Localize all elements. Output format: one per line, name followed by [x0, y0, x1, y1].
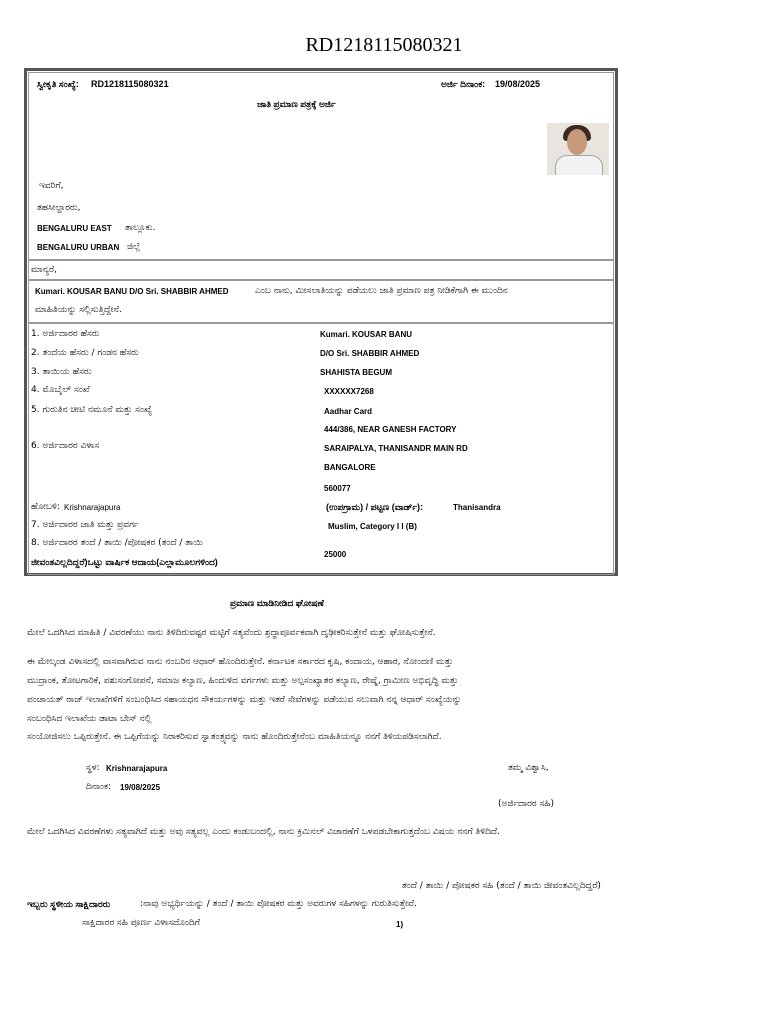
row-value-mobile: XXXXXX7268: [324, 387, 374, 396]
ward-label: (ಉಪಗ್ರಾಮ) / ಪಟ್ಟಣ (ವಾರ್ಡ್):: [326, 502, 424, 512]
witness-label: ಇಬ್ಬರು ಸ್ಥಳೀಯ ಸಾಕ್ಷಿದಾರರು: [27, 899, 111, 909]
witness-text: :ನಾವು ಅಭ್ಯರ್ಥಿಯನ್ನು / ತಂದೆ / ತಾಯಿ ಪೋಷಕರ ಮತ್ತು ಅವರುಗಳ ಸಹಿಗಳನ್ನು ಗುರುತಿಸುತ್ತೇವೆ.: [140, 899, 417, 909]
row-value-mother: SHAHISTA BEGUM: [320, 368, 392, 377]
taluk-name: BENGALURU EAST: [37, 224, 112, 233]
declaration-para-2-line-4: ಸಂಬಂಧಿಸಿದ ಇಲಾಖೆಯ ಡಾಟಾ ಬೇಸ್ ನಲ್ಲಿ: [27, 714, 152, 724]
declaration-para-2-line-2: ಮುದ್ರಾಂಕ, ತೋಟಗಾರಿಕೆ, ಪಶುಸಂಗೋಪನೆ, ಸಮಾಜ ಕಲ್ಯಾಣ, ಹಿಂದುಳಿದ ವರ್ಗಗಳು ಮತ್ತು ಅಲ್ಪಸಂಖ್ಯಾತರ ಕಲ್ಯಾಣ, ರೇಷ್ಮೆ, ಗ್ರಾಮೀಣ ಅಭಿವೃದ್ಧಿ ಮತ್ತು: [27, 676, 459, 686]
row-value-id: Aadhar Card: [324, 407, 373, 416]
row-value-caste: Muslim, Category I I (B): [328, 522, 417, 531]
ack-label: ಸ್ವೀಕೃತಿ ಸಂಖ್ಯೆ:: [37, 79, 79, 89]
intro-name: Kumari. KOUSAR BANU D/O Sri. SHABBIR AHMED: [35, 287, 229, 296]
application-form: [24, 68, 618, 576]
officer-line: ತಹಸೀಲ್ದಾರರು,: [37, 203, 81, 213]
intro-text-2: ಮಾಹಿತಿಯನ್ನು ಸಲ್ಲಿಸುತ್ತಿದ್ದೇನೆ.: [35, 305, 122, 315]
declaration-date-label: ದಿನಾಂಕ:: [86, 782, 112, 792]
address-line-4: 560077: [324, 484, 351, 493]
row-label-caste: 7. ಅರ್ಜಿದಾರರ ಜಾತಿ ಮತ್ತು ಪ್ರವರ್ಗ: [31, 520, 139, 530]
declaration-heading: ಪ್ರಮಾಣ ಮಾಡಿನೀಡಿದ ಘೋಷಣೆ: [230, 598, 324, 608]
intro-text-1: ಎಂಬ ನಾನು, ಮೀಸಲಾತಿಯನ್ನು ಪಡೆಯಲು ಜಾತಿ ಪ್ರಮಾಣ ಪತ್ರ ನೀಡಿಕೆಗಾಗಿ ಈ ಮುಂದಿನ: [255, 286, 508, 296]
ack-number: RD1218115080321: [91, 79, 169, 89]
date-value: 19/08/2025: [495, 79, 541, 89]
address-line-1: 444/386, NEAR GANESH FACTORY: [324, 425, 457, 434]
applicant-signature-label: (ಅರ್ಜಿದಾರರ ಸಹಿ): [498, 799, 554, 809]
parent-signature-label: ತಂದೆ / ತಾಯಿ / ಪೋಷಕರ ಸಹಿ (ತಂದೆ / ತಾಯಿ ಜೀವಂತವಿಲ್ಲದಿದ್ದರೆ): [402, 881, 601, 891]
declaration-para-1: ಮೇಲೆ ಒದಗಿಸಿದ ಮಾಹಿತಿ / ವಿವರಣೆಯು ನಾನು ತಿಳಿದಿರುವಷ್ಟರ ಮಟ್ಟಿಗೆ ಸತ್ಯವೆಂದು ಶ್ರದ್ಧಾಪೂರ್ವಕವಾಗಿ ದೃಢೀಕರಿಸುತ್ತೇನೆ ಮತ್ತು ಘೋಷಿಸುತ್ತೇನೆ.: [27, 628, 436, 638]
witness-signature-line: ಸಾಕ್ಷಿದಾರರ ಸಹಿ ಪೂರ್ಣ ವಿಳಾಸದೊಂದಿಗೆ: [82, 918, 200, 928]
declaration-para-3: ಮೇಲೆ ಒದಗಿಸಿದ ವಿವರಣೆಗಳು ಸತ್ಯವಾಗಿದೆ ಮತ್ತು ಅವು ಸತ್ಯವಲ್ಲ ಎಂದು ಕಂಡುಬಂದಲ್ಲಿ, ನಾನು ಕ್ರಿಮಿನಲ್ ವಿಚಾರಣೆಗೆ ಒಳಪಡಬೇಕಾಗುತ್ತದೆಂಬ ವಿಷಯ ನನಗೆ ತಿಳಿದಿದೆ.: [27, 827, 500, 837]
declaration-date-value: 19/08/2025: [120, 783, 161, 792]
hobli-value: Krishnarajapura: [64, 503, 121, 512]
district-name: BENGALURU URBAN: [37, 243, 120, 252]
place-label: ಸ್ಥಳ:: [86, 763, 100, 773]
document-number: RD1218115080321: [305, 34, 463, 56]
declaration-para-2-line-5: ಸಂಯೋಜಿಸಲು ಒಪ್ಪಿರುತ್ತೇನೆ. ಈ ಒಪ್ಪಿಗೆಯನ್ನು ನಿರಾಕರಿಸುವ ಸ್ವಾತಂತ್ರ್ಯವನ್ನು ನಾನು ಹೊಂದಿರುತ್ತೇನೆಂಬ ಮಾಹಿತಿಯನ್ನೂ ನನಗೆ ತಿಳಿಯಪಡಿಸಲಾಗಿದೆ.: [27, 732, 442, 742]
ward-value: Thanisandra: [453, 503, 501, 512]
salutation: ಮಾನ್ಯರೆ,: [31, 265, 57, 275]
row-label-id: 5. ಗುರುತಿನ ಚೀಟಿ ನಮೂನೆ ಮತ್ತು ಸಂಖ್ಯೆ: [31, 405, 153, 415]
yours-faithfully: ತಮ್ಮ ವಿಶ್ವಾಸಿ,: [508, 763, 549, 773]
row-value-father: D/O Sri. SHABBIR AHMED: [320, 349, 420, 358]
declaration-para-2-line-1: ಈ ಮೇಲ್ಕಂಡ ವಿಳಾಸದಲ್ಲಿ ವಾಸವಾಗಿರುವ ನಾನು ನಂಬರಿನ ಆಧಾರ್ ಹೊಂದಿರುತ್ತೇನೆ. ಕರ್ನಾಟಕ ಸರ್ಕಾರದ ಕೃಷಿ, ಕಂದಾಯ, ಆಹಾರ, ನೋಂದಣಿ ಮತ್ತು: [27, 657, 454, 667]
row-label-income-2: ಜೀವಂತವಿಲ್ಲದಿದ್ದರೆ)ಒಟ್ಟು ವಾರ್ಷಿಕ ಆದಾಯ(ಎಲ್ಲಾಮೂಲಗಳಿಂದ): [31, 557, 218, 567]
row-label-father: 2. ತಂದೆಯ ಹೆಸರು / ಗಂಡನ ಹೆಸರು: [31, 348, 139, 358]
to-line: ಇವರಿಗೆ,: [39, 181, 64, 191]
applicant-photo: [547, 123, 609, 175]
row-value-name: Kumari. KOUSAR BANU: [320, 330, 413, 339]
row-label-income-1: 8. ಅರ್ಜಿದಾರರ ತಂದೆ / ತಾಯಿ /ಪೋಷಕರ (ತಂದೆ / ತಾಯಿ: [31, 538, 203, 548]
hobli-label: ಹೋಬಳಿ:: [31, 502, 60, 512]
row-label-mother: 3. ತಾಯಿಯ ಹೆಸರು: [31, 367, 92, 377]
place-value: Krishnarajapura: [106, 764, 168, 773]
witness-number: 1): [396, 920, 404, 929]
address-line-2: SARAIPALYA, THANISANDR MAIN RD: [324, 444, 468, 453]
salutation-box: [28, 260, 614, 280]
address-line-3: BANGALORE: [324, 463, 376, 472]
declaration-para-2-line-3: ಪಂಚಾಯತ್ ರಾಜ್ ಇಲಾಖೆಗಳಿಗೆ ಸಂಬಂಧಿಸಿದ ಸಹಾಯಧನ ಸೌಕರ್ಯಗಳನ್ನು ಮತ್ತು ಇತರೆ ಸೇವೆಗಳನ್ನು ಪಡೆಯುವ ಸಲುವಾಗಿ ನನ್ನ ಆಧಾರ್ ಸಂಖ್ಯೆಯನ್ನು: [27, 695, 462, 705]
taluk-label: ತಾಲ್ಲೂಕು.: [125, 223, 156, 233]
row-label-mobile: 4. ಮೊಬೈಲ್ ಸಂಖೆ: [31, 385, 90, 395]
row-label-name: 1. ಅರ್ಜಿದಾರರ ಹೆಸರು: [31, 329, 100, 339]
row-label-address: 6. ಅರ್ಜಿದಾರರ ವಿಳಾಸ: [31, 441, 100, 451]
form-title: ಜಾತಿ ಪ್ರಮಾಣ ಪತ್ರಕ್ಕೆ ಅರ್ಜಿ: [257, 99, 336, 109]
district-label: ಜಿಲ್ಲೆ: [127, 242, 141, 252]
date-label: ಅರ್ಜಿ ದಿನಾಂಕ:: [441, 79, 486, 89]
row-value-income: 25000: [324, 550, 347, 559]
